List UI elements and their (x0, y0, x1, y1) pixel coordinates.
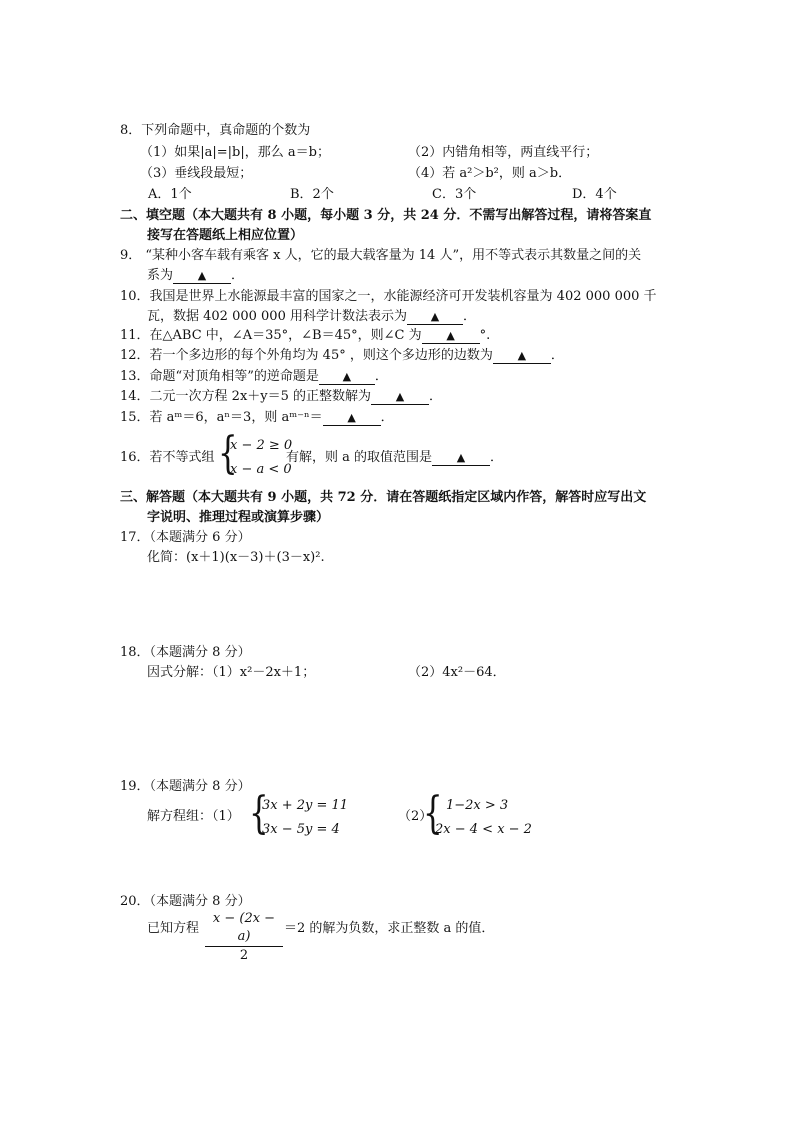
q11-text: 11．在△ABC 中，∠A＝35°，∠B＝45°，则∠C 为 (120, 328, 422, 343)
q15-text: 15．若 aᵐ＝6，aⁿ＝3，则 aᵐ⁻ⁿ＝ (120, 410, 323, 425)
q12-answer-blank: ▲ (493, 348, 551, 364)
q15-answer-blank: ▲ (323, 410, 381, 426)
q19-label2: （2） (398, 809, 433, 824)
q16-end: ． (490, 450, 504, 465)
q19-header: 19．（本题满分 8 分） (120, 779, 251, 794)
q8-stem: 8．下列命题中，真命题的个数为 (120, 123, 311, 138)
q12-line (120, 347, 564, 365)
q8-proposition-1: （1）如果|a|=|b|，那么 a＝b； (140, 145, 330, 160)
q12-text: 12．若一个多边形的每个外角均为 45° ，则这个多边形的边数为 (120, 348, 493, 363)
q16-system-row2: x − a < 0 (230, 462, 292, 477)
q13-line (120, 368, 388, 386)
q19-system1-row1: 3x + 2y = 11 (262, 798, 349, 813)
q14-end: ． (429, 389, 443, 404)
section-2-heading-line2: 接写在答题纸上相应位置） (147, 228, 304, 243)
q14-line (120, 388, 442, 406)
q18-part2: （2）4x²－64． (408, 665, 506, 680)
q9-end: ． (231, 268, 245, 283)
q9-line2 (147, 267, 244, 285)
q10-line1: 10．我国是世界上水能源最丰富的国家之一，水能源经济可开发装机容量为 402 000 000 千 (120, 289, 657, 304)
q13-answer-blank: ▲ (319, 369, 375, 385)
q8-option-a: A．1个 (148, 187, 192, 202)
section-3-heading-line1: 三、解答题（本大题共有 9 小题，共 72 分．请在答题纸指定区域内作答，解答时应写出文 (120, 490, 647, 505)
q14-text: 14．二元一次方程 2x＋y＝5 的正整数解为 (120, 389, 372, 404)
q16-answer-blank: ▲ (432, 450, 490, 466)
q20-suffix: ＝2 的解为负数，求正整数 a 的值． (284, 921, 495, 936)
q19-system2-row2: 2x − 4 < x − 2 (435, 822, 532, 837)
q18-part1: 因式分解：（1）x²－2x＋1； (147, 665, 316, 680)
q8-option-c: C．3个 (432, 187, 477, 202)
q9-answer-blank: ▲ (173, 268, 231, 284)
q13-end: ． (374, 369, 388, 384)
q19-system2-row1: 1−2x > 3 (446, 798, 509, 813)
q20-fraction (205, 910, 283, 965)
q8-option-d: D．4个 (572, 187, 617, 202)
q8-proposition-4: （4）若 a²＞b²，则 a＞b． (408, 166, 572, 181)
q16-suffix-line (286, 449, 503, 467)
q10-answer-blank: ▲ (407, 309, 463, 325)
q11-line (120, 327, 490, 345)
q16-suffix: 有解，则 a 的取值范围是 (286, 450, 433, 465)
q15-end: ． (380, 410, 394, 425)
section-3-heading-line2: 字说明、推理过程或演算步骤） (147, 510, 330, 525)
q19-label1: 解方程组：（1） (147, 809, 240, 824)
q10-line2-text: 瓦，数据 402 000 000 用科学计数法表示为 (147, 309, 407, 324)
q16-brace: { (218, 428, 238, 479)
q20-fraction-denominator: 2 (239, 948, 249, 963)
q11-end: °. (479, 328, 491, 343)
q8-option-b: B．2个 (290, 187, 334, 202)
q19-brace-1: { (249, 788, 269, 839)
section-2-heading-line1: 二、填空题（本大题共有 8 小题，每小题 3 分，共 24 分．不需写出解答过程，请将答案直 (120, 208, 652, 223)
q10-line2 (147, 308, 476, 326)
q12-end: ． (550, 348, 564, 363)
q16-system-row1: x − 2 ≥ 0 (230, 438, 293, 453)
q11-answer-blank: ▲ (422, 328, 480, 344)
q19-brace-2: { (423, 788, 443, 839)
q17-body: 化简：(x＋1)(x－3)＋(3－x)². (147, 550, 325, 565)
q17-header: 17．（本题满分 6 分） (120, 530, 251, 545)
q8-proposition-2: （2）内错角相等，两直线平行； (408, 145, 599, 160)
q9-line1: 9． “某种小客车载有乘客 x 人，它的最大载客量为 14 人”，用不等式表示其数量之间的关 (120, 248, 642, 263)
q8-proposition-3: （3）垂线段最短； (140, 166, 253, 181)
q13-text: 13．命题“对顶角相等”的逆命题是 (120, 369, 319, 384)
q20-prefix: 已知方程 (147, 921, 200, 936)
q15-line (120, 409, 394, 427)
q20-fraction-numerator: x − (2x − a) (212, 911, 276, 944)
q10-end: ． (462, 309, 476, 324)
q14-answer-blank: ▲ (371, 389, 429, 405)
q18-header: 18．（本题满分 8 分） (120, 645, 251, 660)
q20-header: 20．（本题满分 8 分） (120, 894, 251, 909)
q19-system1-row2: 3x − 5y = 4 (262, 822, 340, 837)
q16-prefix: 16．若不等式组 (120, 450, 215, 465)
q9-line2-text: 系为 (147, 268, 174, 283)
